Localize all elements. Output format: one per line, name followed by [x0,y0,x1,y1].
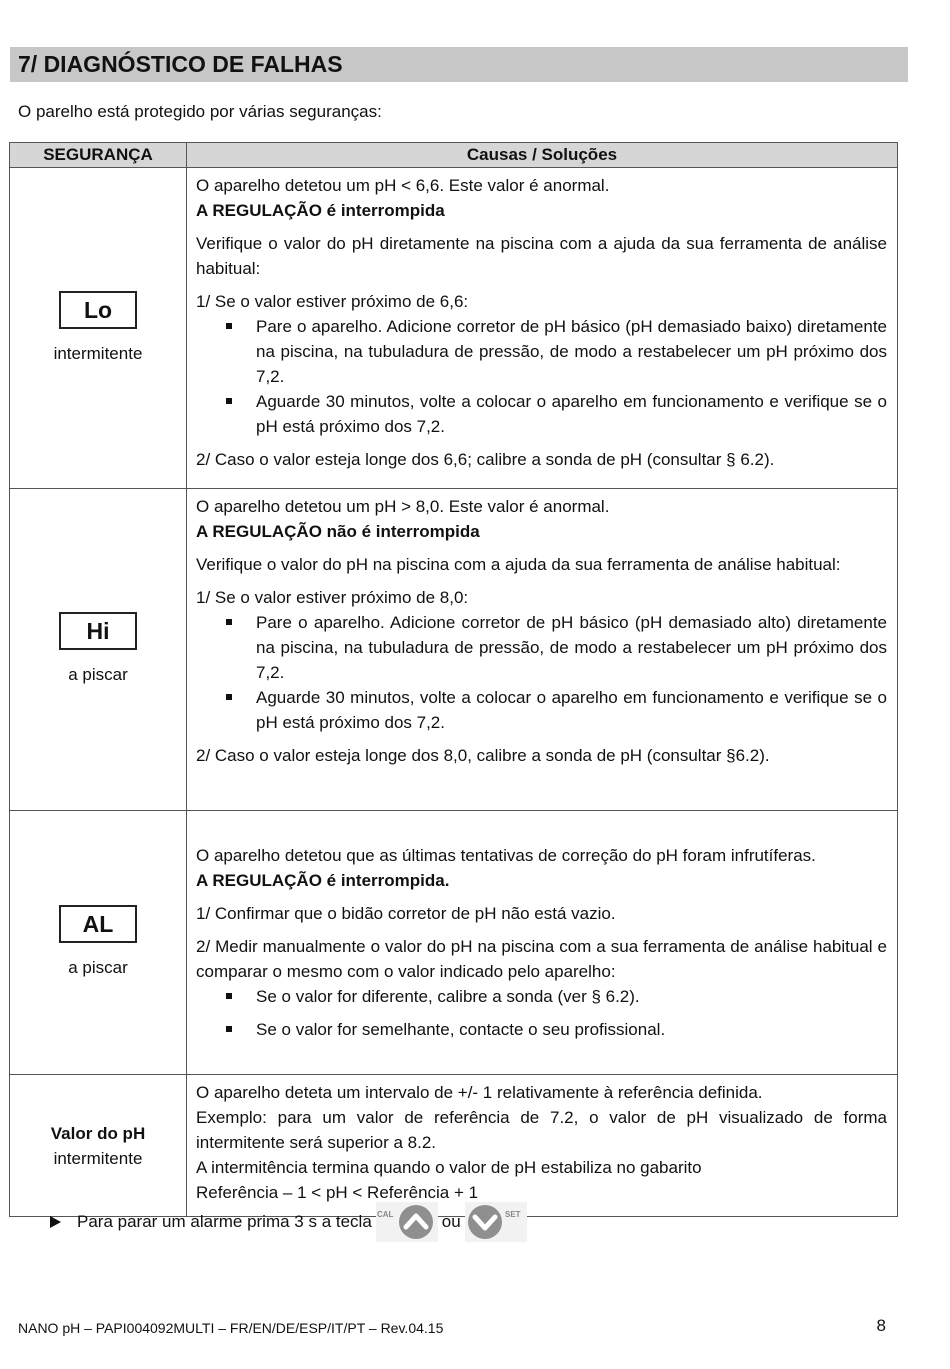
alarm-note [50,1196,531,1248]
display-code-lo: Lo [59,291,137,329]
table-row-hi [10,489,898,811]
table-row-lo [10,168,898,489]
bullet-list-hi [196,610,887,735]
cause-hi: O aparelho detetou um pH > 8,0. Este valor é anormal. [196,497,610,516]
state-ph: intermitente [53,1148,143,1168]
step1-hi: 1/ Se o valor estiver próximo de 8,0: [196,588,469,607]
safety-cell-al [10,811,187,1075]
ph-line-4: Referência – 1 < pH < Referência + 1 [196,1183,479,1202]
display-code-al: AL [59,905,137,943]
safety-cell-hi [10,489,187,811]
step1-al: 1/ Confirmar que o bidão corretor de pH não está vazio. [196,904,616,923]
table-header-row [10,143,898,168]
solution-cell-al [187,811,898,1075]
table-row-al [10,811,898,1075]
header-safety: SEGURANÇA [10,143,187,168]
safety-cell-lo [10,168,187,489]
section-title: 7/ DIAGNÓSTICO DE FALHAS [10,47,908,82]
cal-key-label: CAL [376,1210,394,1219]
verify-lo: Verifique o valor do pH diretamente na piscina com a ajuda da sua ferramenta de análise habitual: [196,234,887,278]
ph-line-1: O aparelho deteta um intervalo de +/- 1 relativamente à referência definida. [196,1083,763,1102]
set-down-key-icon [465,1202,527,1242]
header-causes: Causas / Soluções [187,143,898,168]
cause-lo: O aparelho detetou um pH < 6,6. Este valor é anormal. [196,176,610,195]
verify-hi: Verifique o valor do pH na piscina com a ajuda da sua ferramenta de análise habitual: [196,555,841,574]
page-footer [18,1318,886,1338]
list-item: Aguarde 30 minutos, volte a colocar o aparelho em funcionamento e verifique se o pH está próximo dos 7,2. [256,389,887,439]
page-number: 8 [876,1316,886,1335]
bullet-list-al [196,984,887,1042]
ph-line-2: Exemplo: para um valor de referência de 7.2, o valor de pH visualizado de forma intermitente será superior a 8.2. [196,1108,887,1152]
step1-lo: 1/ Se o valor estiver próximo de 6,6: [196,292,469,311]
step2-hi: 2/ Caso o valor esteja longe dos 8,0, calibre a sonda de pH (consultar §6.2). [196,746,770,765]
solution-cell-hi [187,489,898,811]
list-item: Se o valor for semelhante, contacte o seu profissional. [256,1017,887,1042]
state-al: a piscar [68,958,128,977]
arrow-bullet-icon [50,1216,61,1228]
list-item: Pare o aparelho. Adicione corretor de pH básico (pH demasiado alto) diretamente na piscina, na tubuladura de pressão, de modo a restabelecer um pH próximo dos 7,2. [256,610,887,685]
intro-text: O parelho está protegido por várias seguranças: [18,102,382,121]
display-code-hi: Hi [59,612,137,650]
alarm-note-text: Para parar um alarme prima 3 s a tecla [77,1212,372,1231]
list-item: Aguarde 30 minutos, volte a colocar o aparelho em funcionamento e verifique se o pH está próximo dos 7,2. [256,685,887,735]
ph-line-3: A intermitência termina quando o valor de pH estabiliza no gabarito [196,1158,702,1177]
regulation-lo: A REGULAÇÃO é interrompida [196,201,445,220]
state-lo: intermitente [53,343,143,363]
footer-text: NANO pH – PAPI004092MULTI – FR/EN/DE/ESP/IT/PT – Rev.04.15 [18,1320,444,1336]
regulation-al: A REGULAÇÃO é interrompida. [196,871,450,890]
or-text: ou [441,1212,461,1231]
list-item: Se o valor for diferente, calibre a sonda (ver § 6.2). [256,984,887,1009]
faults-table [9,142,898,1217]
step2-al: 2/ Medir manualmente o valor do pH na piscina com a sua ferramenta de análise habitual e comparar o mesmo com o valor indicado pelo aparelho: [196,937,887,981]
solution-cell-lo [187,168,898,489]
list-item: Pare o aparelho. Adicione corretor de pH básico (pH demasiado baixo) diretamente na piscina, na tubuladura de pressão, de modo a restabelecer um pH próximo dos 7,2. [256,314,887,389]
label-ph-value: Valor do pH [50,1123,146,1143]
state-hi: a piscar [68,665,128,684]
bullet-list-lo [196,314,887,439]
cause-al: O aparelho detetou que as últimas tentativas de correção do pH foram infrutíferas. [196,846,816,865]
set-key-label: SET [504,1210,521,1219]
step2-lo: 2/ Caso o valor esteja longe dos 6,6; calibre a sonda de pH (consultar § 6.2). [196,450,775,469]
regulation-hi: A REGULAÇÃO não é interrompida [196,522,480,541]
cal-up-key-icon [376,1202,438,1242]
